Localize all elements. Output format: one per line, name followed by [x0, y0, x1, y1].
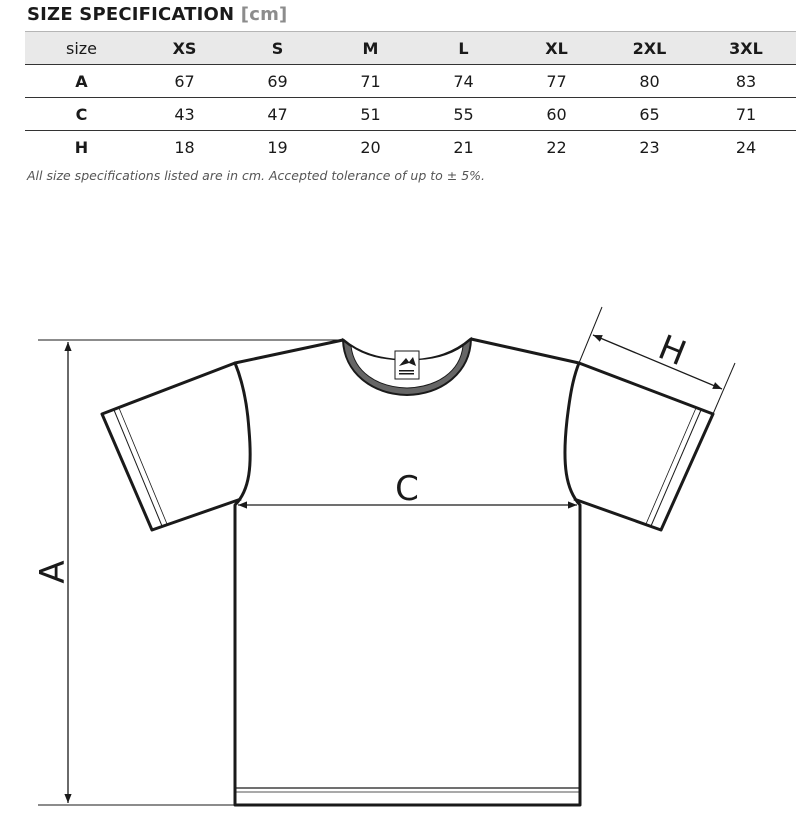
- header-size: XL: [545, 38, 568, 58]
- header-size-label: size: [65, 38, 98, 58]
- h-extension-bottom: [713, 363, 735, 414]
- table-cell: 80: [603, 65, 696, 98]
- table-cell: 23: [639, 137, 660, 157]
- size-table: [25, 31, 796, 164]
- table-cell: 67: [138, 65, 231, 98]
- table-cell: 55: [417, 98, 510, 131]
- tolerance-note: All size specifications listed are in cm. Accepted tolerance of up to ± 5%.: [27, 168, 486, 183]
- table-row: [25, 98, 796, 131]
- title-unit: [cm]: [240, 4, 288, 25]
- table-cell: 71: [696, 98, 796, 131]
- header-size: S: [271, 38, 284, 58]
- label-a: A: [33, 560, 73, 584]
- table-cell: 83: [696, 65, 796, 98]
- header-size: 2XL: [632, 38, 667, 58]
- table-cell: 65: [603, 98, 696, 131]
- table-cell: 60: [510, 98, 603, 131]
- table-cell: 74: [417, 65, 510, 98]
- shirt-outline: [235, 339, 580, 805]
- table-row: [25, 65, 796, 98]
- table-cell: 51: [324, 98, 417, 131]
- table-cell: 20: [360, 137, 381, 157]
- page-title: [27, 4, 287, 25]
- title-text: SIZE SPECIFICATION: [27, 4, 235, 25]
- right-sleeve: [574, 363, 713, 530]
- header-size: M: [362, 38, 379, 58]
- h-extension-top: [579, 307, 602, 363]
- table-cell: 77: [510, 65, 603, 98]
- table-cell: 19: [267, 137, 288, 157]
- header-size: 3XL: [729, 38, 763, 58]
- table-cell: 22: [546, 137, 567, 157]
- label-h: H: [652, 327, 692, 375]
- left-sleeve: [102, 363, 241, 530]
- table-cell: 21: [453, 137, 474, 157]
- header-size: XS: [172, 38, 197, 58]
- row-label: C: [25, 98, 138, 131]
- tshirt-diagram: [0, 300, 809, 829]
- row-label: H: [74, 137, 89, 157]
- table-header-row: [25, 32, 796, 65]
- header-size: L: [458, 38, 469, 58]
- table-cell: 24: [735, 137, 757, 157]
- table-cell: 47: [231, 98, 324, 131]
- table-cell: 18: [174, 137, 195, 157]
- row-label: A: [25, 65, 138, 98]
- table-cell: 43: [138, 98, 231, 131]
- label-c: C: [395, 469, 419, 509]
- table-cell: 69: [231, 65, 324, 98]
- table-row: [25, 131, 796, 164]
- table-cell: 71: [324, 65, 417, 98]
